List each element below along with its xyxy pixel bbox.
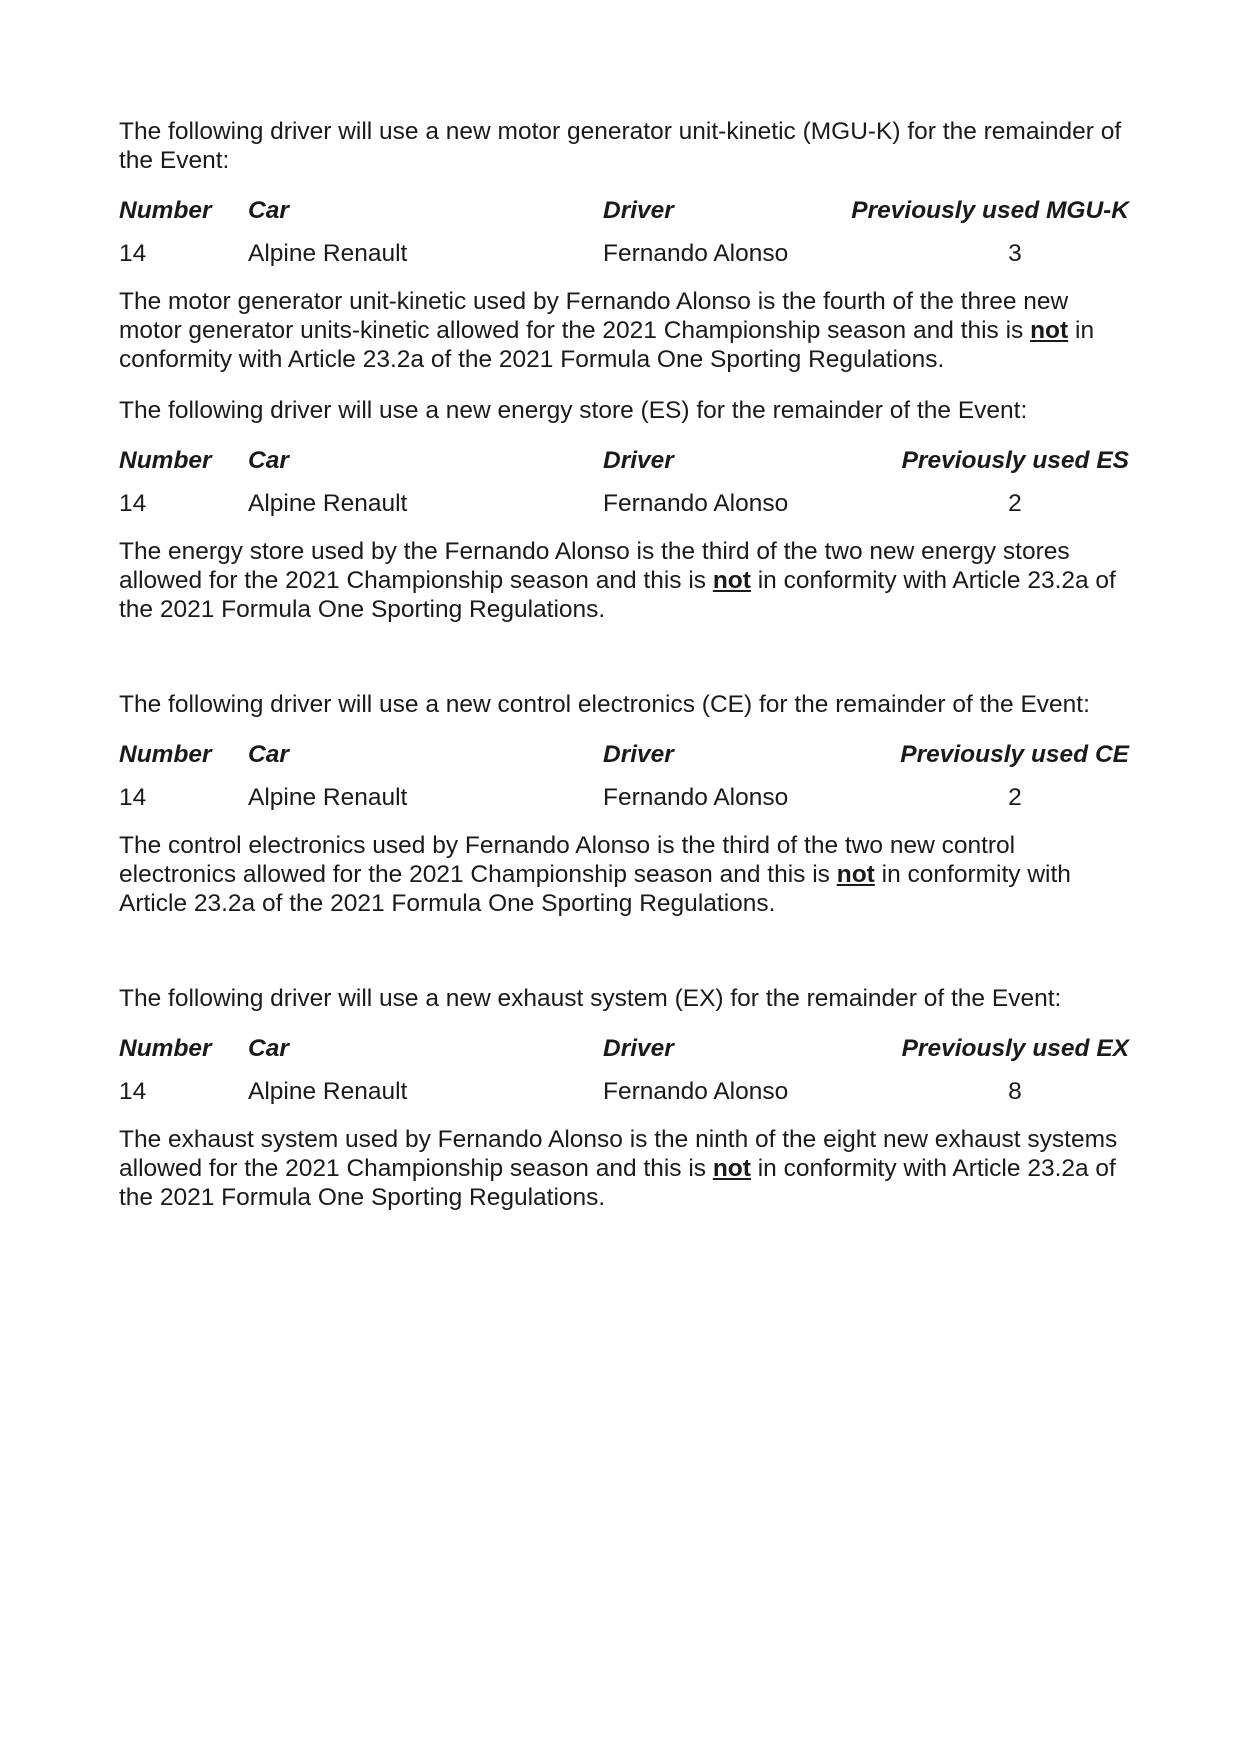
section-note	[119, 537, 1129, 624]
header-previously-used: Previously used CE	[900, 741, 1129, 768]
note-text: The exhaust system used by Fernando Alonso is the ninth of the eight new exhaust systems allowed for the 2021 Championship season and this is	[119, 1126, 1118, 1182]
cell-driver: Fernando Alonso	[603, 490, 789, 517]
component-table	[119, 1029, 1129, 1115]
header-number: Number	[119, 741, 212, 768]
cell-car: Alpine Renault	[248, 490, 408, 517]
header-previously-used: Previously used ES	[901, 447, 1129, 474]
cell-previously-used: 3	[1008, 240, 1022, 267]
cell-car: Alpine Renault	[248, 784, 408, 811]
component-table	[119, 191, 1129, 277]
header-car: Car	[248, 197, 289, 224]
header-car: Car	[248, 1035, 289, 1062]
header-driver: Driver	[603, 447, 674, 474]
header-car: Car	[248, 741, 289, 768]
cell-driver: Fernando Alonso	[603, 784, 789, 811]
section-note	[119, 287, 1129, 374]
header-previously-used: Previously used MGU-K	[851, 197, 1129, 224]
note-text: in conformity with Article 23.2a of the 2021 Formula One Sporting Regulations.	[119, 317, 1095, 373]
header-driver: Driver	[603, 1035, 674, 1062]
header-car: Car	[248, 447, 289, 474]
section-note	[119, 831, 1129, 918]
cell-previously-used: 2	[1008, 784, 1022, 811]
cell-car: Alpine Renault	[248, 240, 408, 267]
section-ex	[119, 984, 1129, 1212]
note-text: The motor generator unit-kinetic used by Fernando Alonso is the fourth of the three new motor generator units-kinetic allowed for the 2021 Championship season and this is	[119, 288, 1069, 344]
header-previously-used: Previously used EX	[901, 1035, 1129, 1062]
cell-number: 14	[119, 240, 147, 267]
component-table	[119, 441, 1129, 527]
section-note	[119, 1125, 1129, 1212]
section-intro: The following driver will use a new motor generator unit-kinetic (MGU-K) for the remainder of the Event:	[119, 118, 1122, 174]
header-number: Number	[119, 1035, 212, 1062]
cell-driver: Fernando Alonso	[603, 240, 789, 267]
section-ce	[119, 690, 1129, 918]
cell-car: Alpine Renault	[248, 1078, 408, 1105]
section-mgu-k	[119, 117, 1129, 374]
section-es	[119, 396, 1129, 624]
cell-number: 14	[119, 490, 147, 517]
component-table	[119, 735, 1129, 821]
note-text: The energy store used by the Fernando Alonso is the third of the two new energy stores allowed for the 2021 Championship season and this is	[119, 538, 1070, 594]
section-intro: The following driver will use a new energy store (ES) for the remainder of the Event:	[119, 397, 1028, 424]
cell-previously-used: 2	[1008, 490, 1022, 517]
header-driver: Driver	[603, 741, 674, 768]
note-emphasis: not	[836, 861, 875, 888]
note-emphasis: not	[1030, 317, 1069, 344]
cell-previously-used: 8	[1008, 1078, 1022, 1105]
header-driver: Driver	[603, 197, 674, 224]
note-emphasis: not	[712, 567, 751, 594]
note-text: The control electronics used by Fernando Alonso is the third of the two new control electronics allowed for the 2021 Championship season and this is	[119, 832, 1016, 888]
note-text: in conformity with Article 23.2a of the 2021 Formula One Sporting Regulations.	[119, 861, 1071, 917]
header-number: Number	[119, 197, 212, 224]
cell-number: 14	[119, 1078, 147, 1105]
note-text: in conformity with Article 23.2a of the 2021 Formula One Sporting Regulations.	[119, 567, 1116, 623]
cell-number: 14	[119, 784, 147, 811]
section-intro: The following driver will use a new exhaust system (EX) for the remainder of the Event:	[119, 985, 1062, 1012]
header-number: Number	[119, 447, 212, 474]
cell-driver: Fernando Alonso	[603, 1078, 789, 1105]
note-text: in conformity with Article 23.2a of the 2021 Formula One Sporting Regulations.	[119, 1155, 1116, 1211]
note-emphasis: not	[712, 1155, 751, 1182]
section-intro: The following driver will use a new control electronics (CE) for the remainder of the Event:	[119, 691, 1090, 718]
